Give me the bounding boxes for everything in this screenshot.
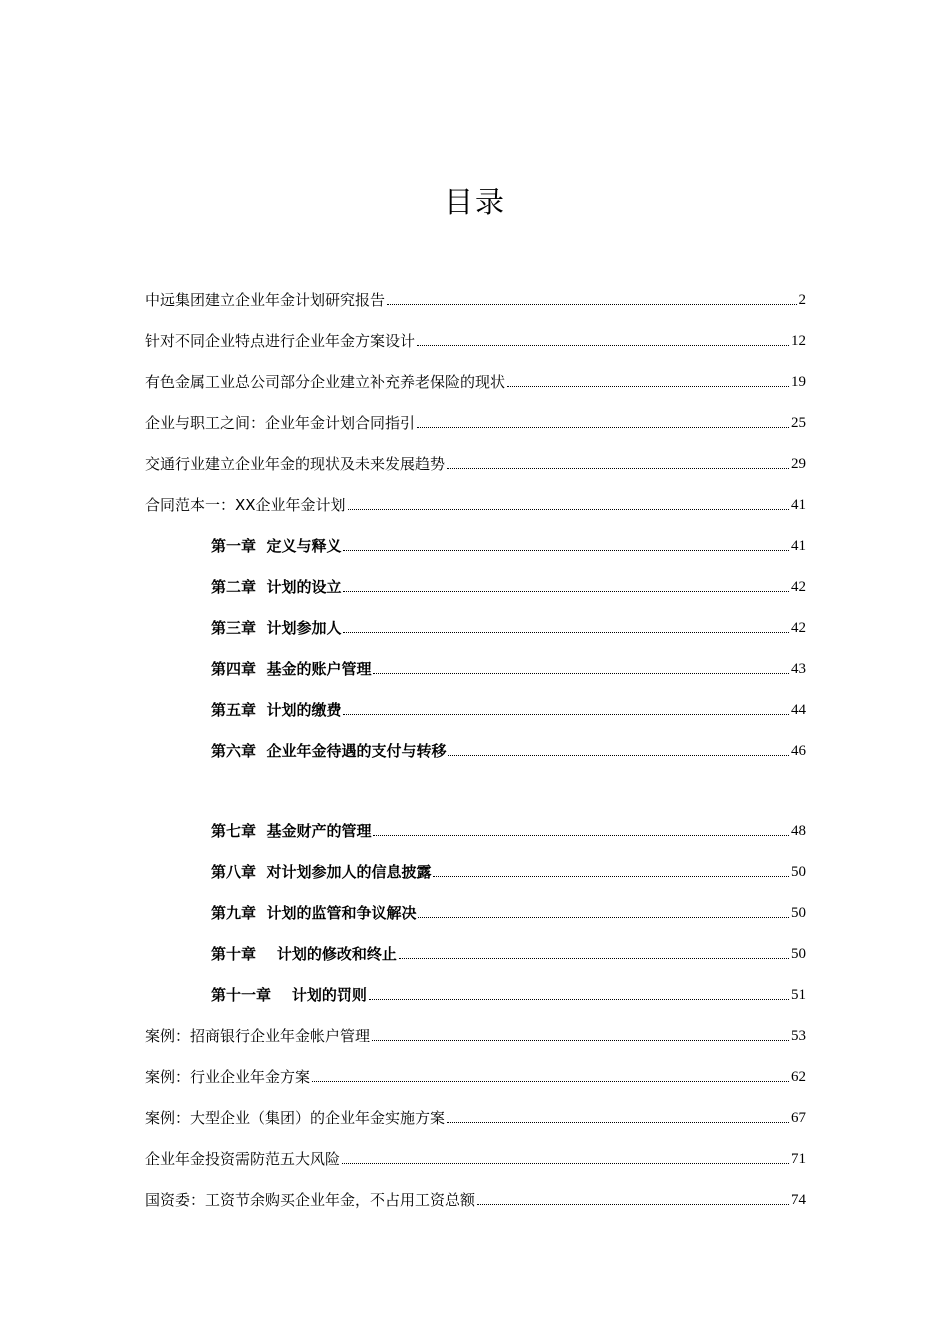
toc-dot-leader xyxy=(343,590,789,592)
toc-dot-leader xyxy=(312,1080,789,1082)
toc-dot-leader xyxy=(447,1121,789,1123)
toc-entry-text: 第八章 对计划参加人的信息披露 xyxy=(211,863,432,881)
toc-chapter-entry[interactable] xyxy=(211,815,806,841)
toc-entry-text: 国资委：工资节余购买企业年金，不占用工资总额 xyxy=(145,1191,476,1209)
toc-entry-text: 案例：招商银行企业年金帐户管理 xyxy=(145,1027,371,1045)
toc-page-number: 50 xyxy=(791,864,806,880)
toc-entry[interactable] xyxy=(145,1020,806,1046)
toc-entry-text: 针对不同企业特点进行企业年金方案设计 xyxy=(145,332,416,350)
toc-page-number: 43 xyxy=(791,661,806,677)
toc-entry-text: 案例：大型企业（集团）的企业年金实施方案 xyxy=(145,1109,446,1127)
toc-entry-text: 第三章 计划参加人 xyxy=(211,619,342,637)
toc-page-number: 48 xyxy=(791,823,806,839)
toc-dot-leader xyxy=(448,754,789,756)
toc-entry-text: 案例：行业企业年金方案 xyxy=(145,1068,311,1086)
toc-entry-text: 第四章 基金的账户管理 xyxy=(211,660,372,678)
toc-page-number: 2 xyxy=(798,292,806,308)
toc-page-number: 53 xyxy=(791,1028,806,1044)
toc-entry-text: 第五章 计划的缴费 xyxy=(211,701,342,719)
toc-page-number: 51 xyxy=(791,987,806,1003)
toc-dot-leader xyxy=(447,467,789,469)
toc-dot-leader xyxy=(348,508,789,510)
toc-entry[interactable] xyxy=(145,1061,806,1087)
toc-chapter-entry[interactable] xyxy=(211,735,806,761)
toc-page-number: 50 xyxy=(791,946,806,962)
toc-chapter-entry[interactable] xyxy=(211,897,806,923)
toc-page-number: 62 xyxy=(791,1069,806,1085)
toc-page-number: 74 xyxy=(791,1192,806,1208)
toc-entry-text: 第二章 计划的设立 xyxy=(211,578,342,596)
toc-dot-leader xyxy=(373,672,789,674)
toc-entry[interactable] xyxy=(145,325,806,351)
toc-page-number: 41 xyxy=(791,538,806,554)
toc-entry-text: 第十一章 计划的罚则 xyxy=(211,986,367,1004)
toc-page-number: 67 xyxy=(791,1110,806,1126)
toc-entry-text: 第六章 企业年金待遇的支付与转移 xyxy=(211,742,447,760)
toc-entry-text: 企业与职工之间：企业年金计划合同指引 xyxy=(145,414,416,432)
toc-entry-text: 第一章 定义与释义 xyxy=(211,537,342,555)
toc-chapter-entry[interactable] xyxy=(211,694,806,720)
toc-page-number: 19 xyxy=(791,374,806,390)
toc-page-number: 41 xyxy=(791,497,806,513)
toc-entry-text: 第九章 计划的监管和争议解决 xyxy=(211,904,417,922)
toc-dot-leader xyxy=(343,631,789,633)
toc-entry-text: 中远集团建立企业年金计划研究报告 xyxy=(145,291,386,309)
toc-dot-leader xyxy=(507,385,789,387)
toc-entry[interactable] xyxy=(145,1102,806,1128)
toc-entry-text: 合同范本一：XX企业年金计划 xyxy=(145,496,346,514)
toc-dot-leader xyxy=(342,1162,789,1164)
toc-page-number: 12 xyxy=(791,333,806,349)
toc-dot-leader xyxy=(343,549,789,551)
toc-chapter-entry[interactable] xyxy=(211,979,806,1005)
toc-chapter-entry[interactable] xyxy=(211,653,806,679)
toc-entry-text: 有色金属工业总公司部分企业建立补充养老保险的现状 xyxy=(145,373,506,391)
toc-chapter-entry[interactable] xyxy=(211,530,806,556)
toc-chapter-entry[interactable] xyxy=(211,938,806,964)
toc-page-number: 50 xyxy=(791,905,806,921)
toc-entry[interactable] xyxy=(145,366,806,392)
toc-dot-leader xyxy=(343,713,789,715)
toc-page-number: 29 xyxy=(791,456,806,472)
toc-dot-leader xyxy=(477,1203,789,1205)
toc-page-number: 71 xyxy=(791,1151,806,1167)
toc-entry-text: 交通行业建立企业年金的现状及未来发展趋势 xyxy=(145,455,446,473)
toc-entry[interactable] xyxy=(145,1184,806,1210)
toc-title: 目录 xyxy=(443,185,506,219)
toc-entry[interactable] xyxy=(145,284,806,310)
toc-page-number: 42 xyxy=(791,620,806,636)
toc-page-number: 46 xyxy=(791,743,806,759)
toc-dot-leader xyxy=(399,957,789,959)
toc-chapter-entry[interactable] xyxy=(211,612,806,638)
toc-chapter-entry[interactable] xyxy=(211,856,806,882)
toc-chapter-entry[interactable] xyxy=(211,571,806,597)
toc-entry[interactable] xyxy=(145,1143,806,1169)
toc-dot-leader xyxy=(387,303,796,305)
toc-dot-leader xyxy=(418,916,789,918)
toc-page-number: 25 xyxy=(791,415,806,431)
toc-entry-text: 第十章 计划的修改和终止 xyxy=(211,945,397,963)
toc-dot-leader xyxy=(373,834,789,836)
toc-dot-leader xyxy=(417,426,789,428)
toc-page-number: 44 xyxy=(791,702,806,718)
toc-entry[interactable] xyxy=(145,448,806,474)
toc-dot-leader xyxy=(433,875,789,877)
toc-entry-text: 第七章 基金财产的管理 xyxy=(211,822,372,840)
toc-dot-leader xyxy=(372,1039,789,1041)
toc-entry-text: 企业年金投资需防范五大风险 xyxy=(145,1150,341,1168)
toc-dot-leader xyxy=(369,998,789,1000)
toc-page-number: 42 xyxy=(791,579,806,595)
toc-dot-leader xyxy=(417,344,789,346)
toc-entry[interactable] xyxy=(145,489,806,515)
toc-entry[interactable] xyxy=(145,407,806,433)
